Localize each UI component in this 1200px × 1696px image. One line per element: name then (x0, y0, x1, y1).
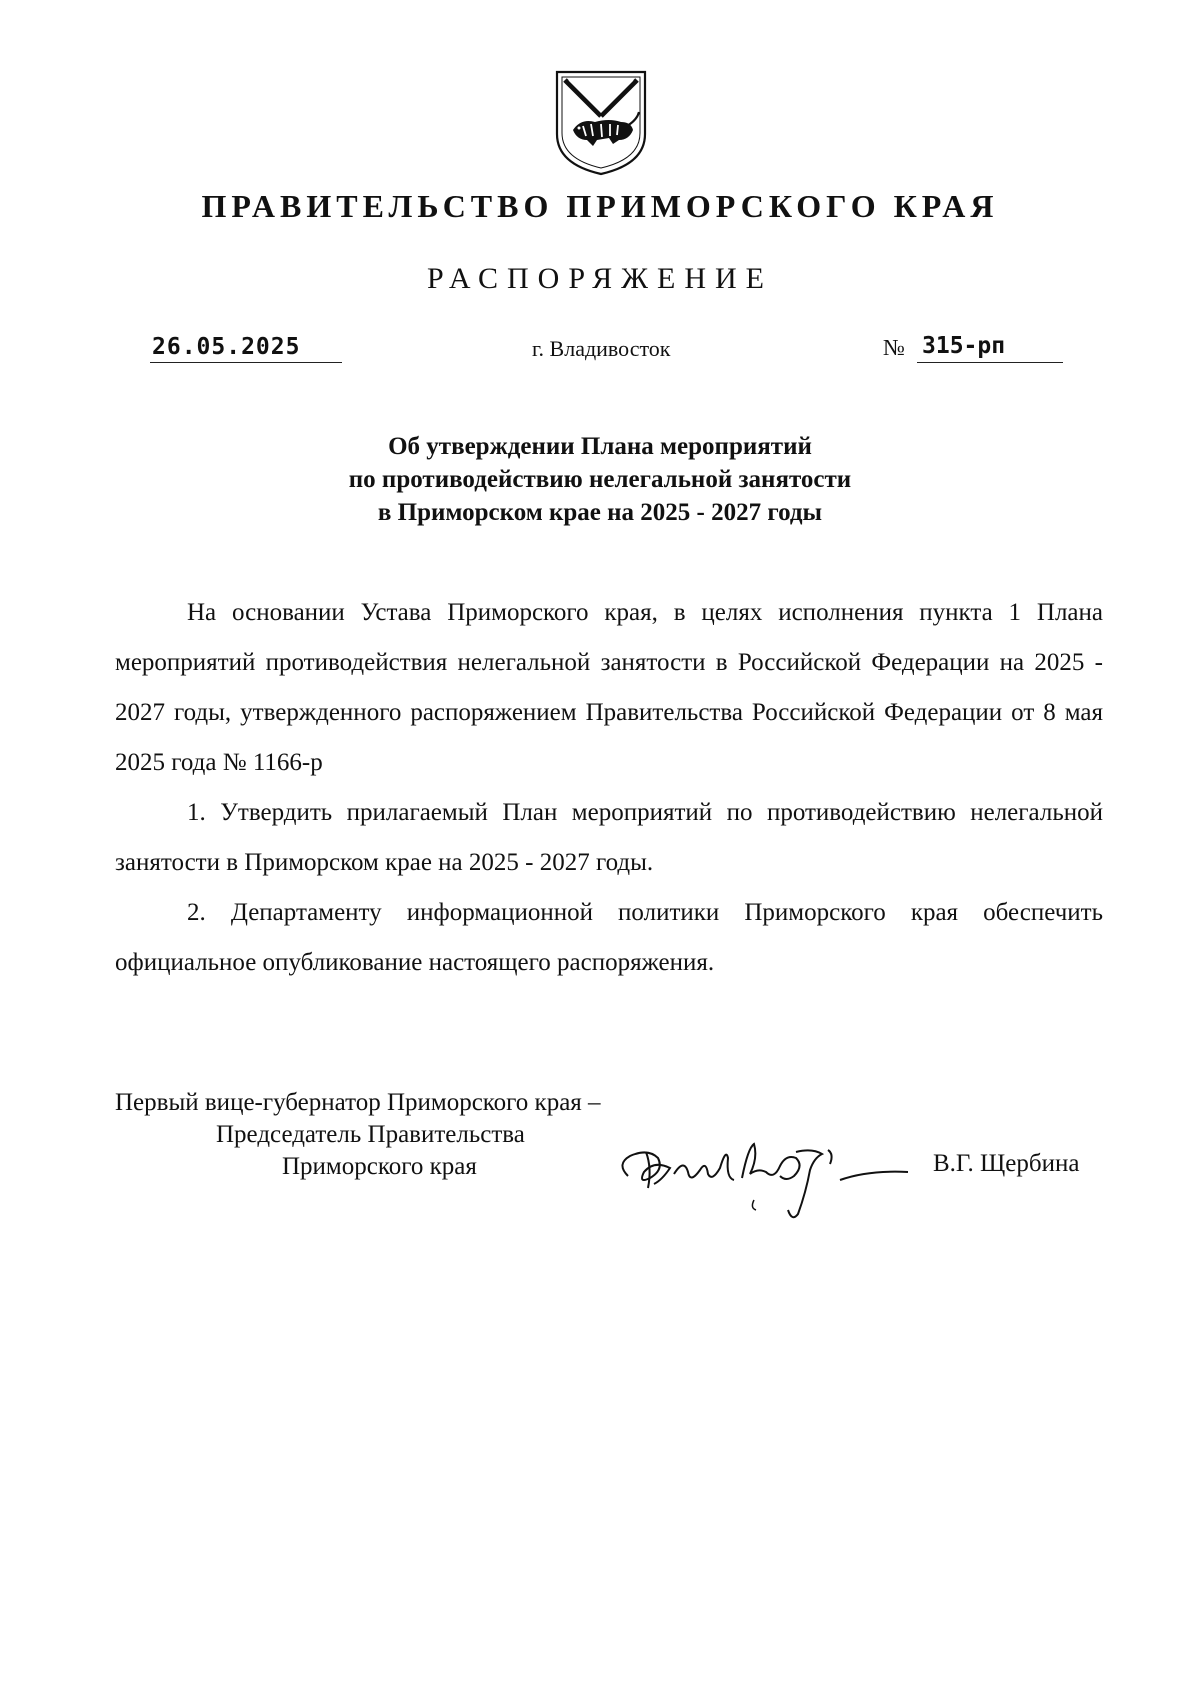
signatory-name: В.Г. Щербина (933, 1150, 1080, 1177)
document-date: 26.05.2025 (152, 334, 301, 360)
item-1-paragraph: 1. Утвердить прилагаемый План мероприятий по противодействию нелегальной занятости в Приморском крае на 2025 - 2027 годы. (115, 799, 1103, 876)
position-line-2: Председатель Правительства (216, 1121, 525, 1148)
primorsky-coat-of-arms-icon (553, 68, 649, 178)
government-title: ПРАВИТЕЛЬСТВО ПРИМОРСКОГО КРАЯ (201, 188, 999, 224)
item-2-paragraph: 2. Департаменту информационной политики Приморского края обеспечить официальное опубликование настоящего распоряжения. (115, 899, 1103, 976)
position-line-3: Приморского края (282, 1153, 477, 1180)
subject-line-1: Об утверждении Плана мероприятий (388, 433, 812, 460)
date-underline (150, 362, 342, 363)
document-type: РАСПОРЯЖЕНИЕ (426, 262, 774, 295)
document-body (115, 588, 1103, 988)
number-sign: № (883, 335, 905, 360)
signatory-position (115, 1087, 601, 1183)
document-subject (0, 430, 1200, 529)
preamble-paragraph: На основании Устава Приморского края, в целях исполнения пункта 1 Плана мероприятий противодействия нелегальной занятости в Российской Федерации на 2025 - 2027 годы, утвержденного распоряжением Правительства Российской Федерации от 8 мая 2025 года № 1166-р (115, 599, 1103, 776)
subject-line-2: по противодействию нелегальной занятости (348, 466, 852, 493)
document-number: 315-рп (922, 333, 1006, 359)
subject-line-3: в Приморском крае на 2025 - 2027 годы (377, 499, 823, 526)
number-underline (917, 362, 1063, 363)
position-line-1: Первый вице-губернатор Приморского края – (115, 1089, 601, 1116)
handwritten-signature-icon (608, 1118, 928, 1228)
document-city: г. Владивосток (532, 336, 671, 361)
